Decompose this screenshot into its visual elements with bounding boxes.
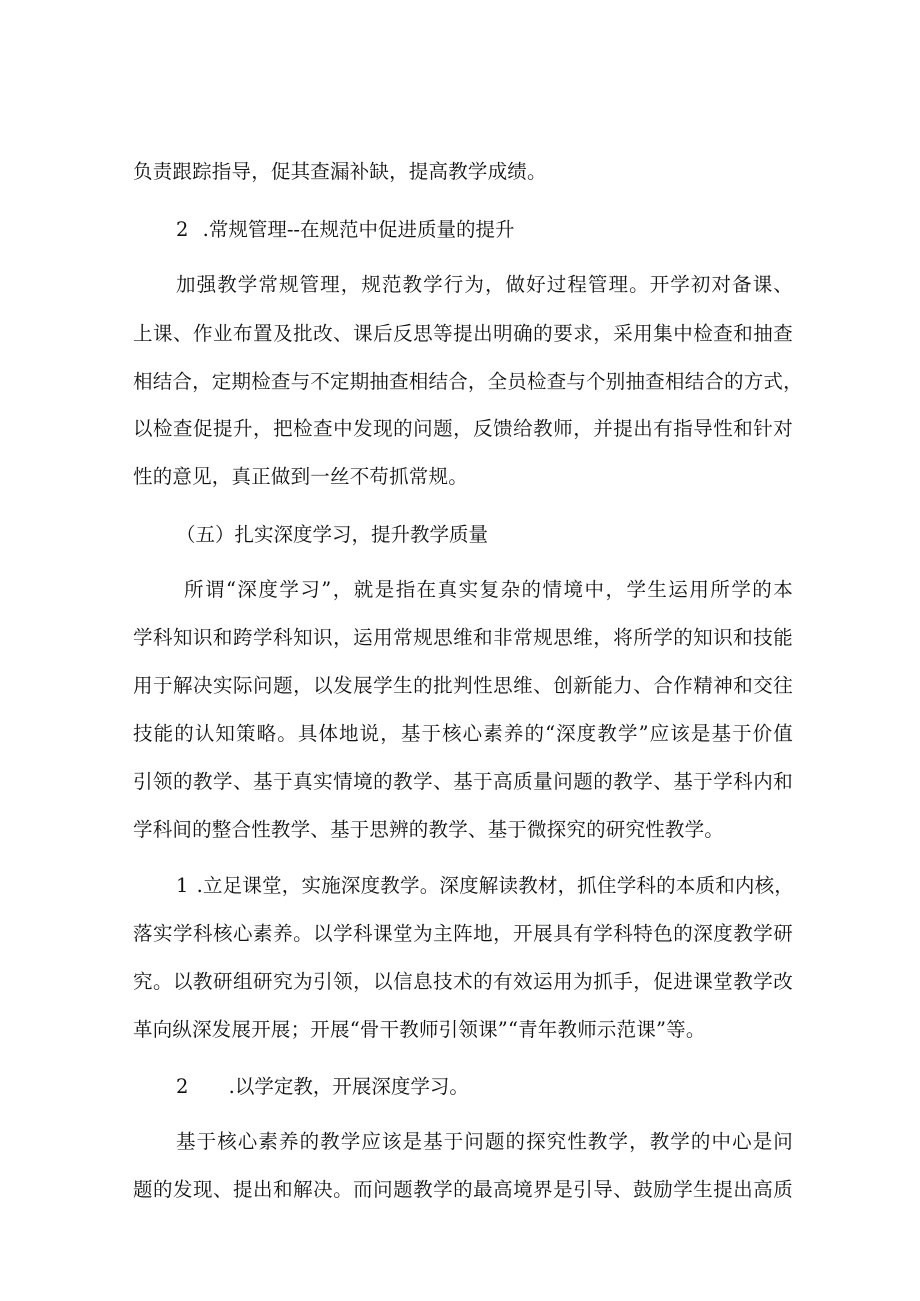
paragraph-line: 题的发现、提出和解决。而问题教学的最高境界是引导、鼓励学生提出高质: [133, 1178, 793, 1201]
paragraph-line: 所谓“深度学习”，就是指在真实复杂的情境中，学生运用所学的本: [184, 578, 793, 601]
paragraph-line: 学科间的整合性教学、基于思辨的教学、基于微探究的研究性教学。: [133, 818, 725, 841]
item-number: 1: [176, 874, 189, 897]
heading-text: .以学定教，开展深度学习。: [228, 1075, 469, 1098]
paragraph-line: 用于解决实际问题，以发展学生的批判性思维、创新能力、合作精神和交往: [133, 674, 793, 697]
paragraph-line: 以检查促提升，把检查中发现的问题，反馈给教师，并提出有指导性和针对: [133, 417, 793, 440]
paragraph-line: 相结合，定期检查与不定期抽查相结合，全员检查与个别抽查相结合的方式，: [133, 370, 803, 393]
paragraph-line: 究。以教研组研究为引领，以信息技术的有效运用为抓手，促进课堂教学改: [133, 970, 793, 993]
paragraph-line: 技能的认知策略。具体地说，基于核心素养的“深度教学”应该是基于价值: [133, 722, 793, 745]
paragraph-line: 落实学科核心素养。以学科课堂为主阵地，开展具有学科特色的深度教学研: [133, 922, 793, 945]
paragraph-line: 基于核心素养的教学应该是基于问题的探究性教学，教学的中心是问: [176, 1130, 793, 1153]
paragraph-line: 上课、作业布置及批改、课后反思等提出明确的要求，采用集中检查和抽查: [133, 322, 793, 345]
numbered-item-line: [176, 872, 793, 900]
paragraph-line: 学科知识和跨学科知识，运用常规思维和非常规思维，将所学的知识和技能: [133, 626, 793, 649]
paragraph-line: 性的意见，真正做到一丝不苟抓常规。: [133, 465, 468, 488]
section-heading: （五）扎实深度学习，提升教学质量: [176, 523, 489, 546]
paragraph-line: 革向纵深发展开展；开展“骨干教师引领课”“青年教师示范课”等。: [133, 1018, 706, 1041]
heading-text: .常规管理--在规范中促进质量的提升: [202, 218, 515, 241]
heading-number: 2: [176, 1075, 189, 1098]
section-heading: [176, 216, 515, 244]
section-heading: [176, 1073, 469, 1101]
heading-number: 2: [176, 218, 189, 241]
paragraph-line: 负责跟踪指导，促其查漏补缺，提高教学成绩。: [133, 160, 547, 183]
paragraph-line: 加强教学常规管理，规范教学行为，做好过程管理。开学初对备课、: [176, 273, 793, 296]
paragraph-line: 引领的教学、基于真实情境的教学、基于高质量问题的教学、基于学科内和: [133, 770, 793, 793]
item-text: .立足课堂，实施深度教学。深度解读教材，抓住学科的本质和内核，: [196, 874, 795, 897]
